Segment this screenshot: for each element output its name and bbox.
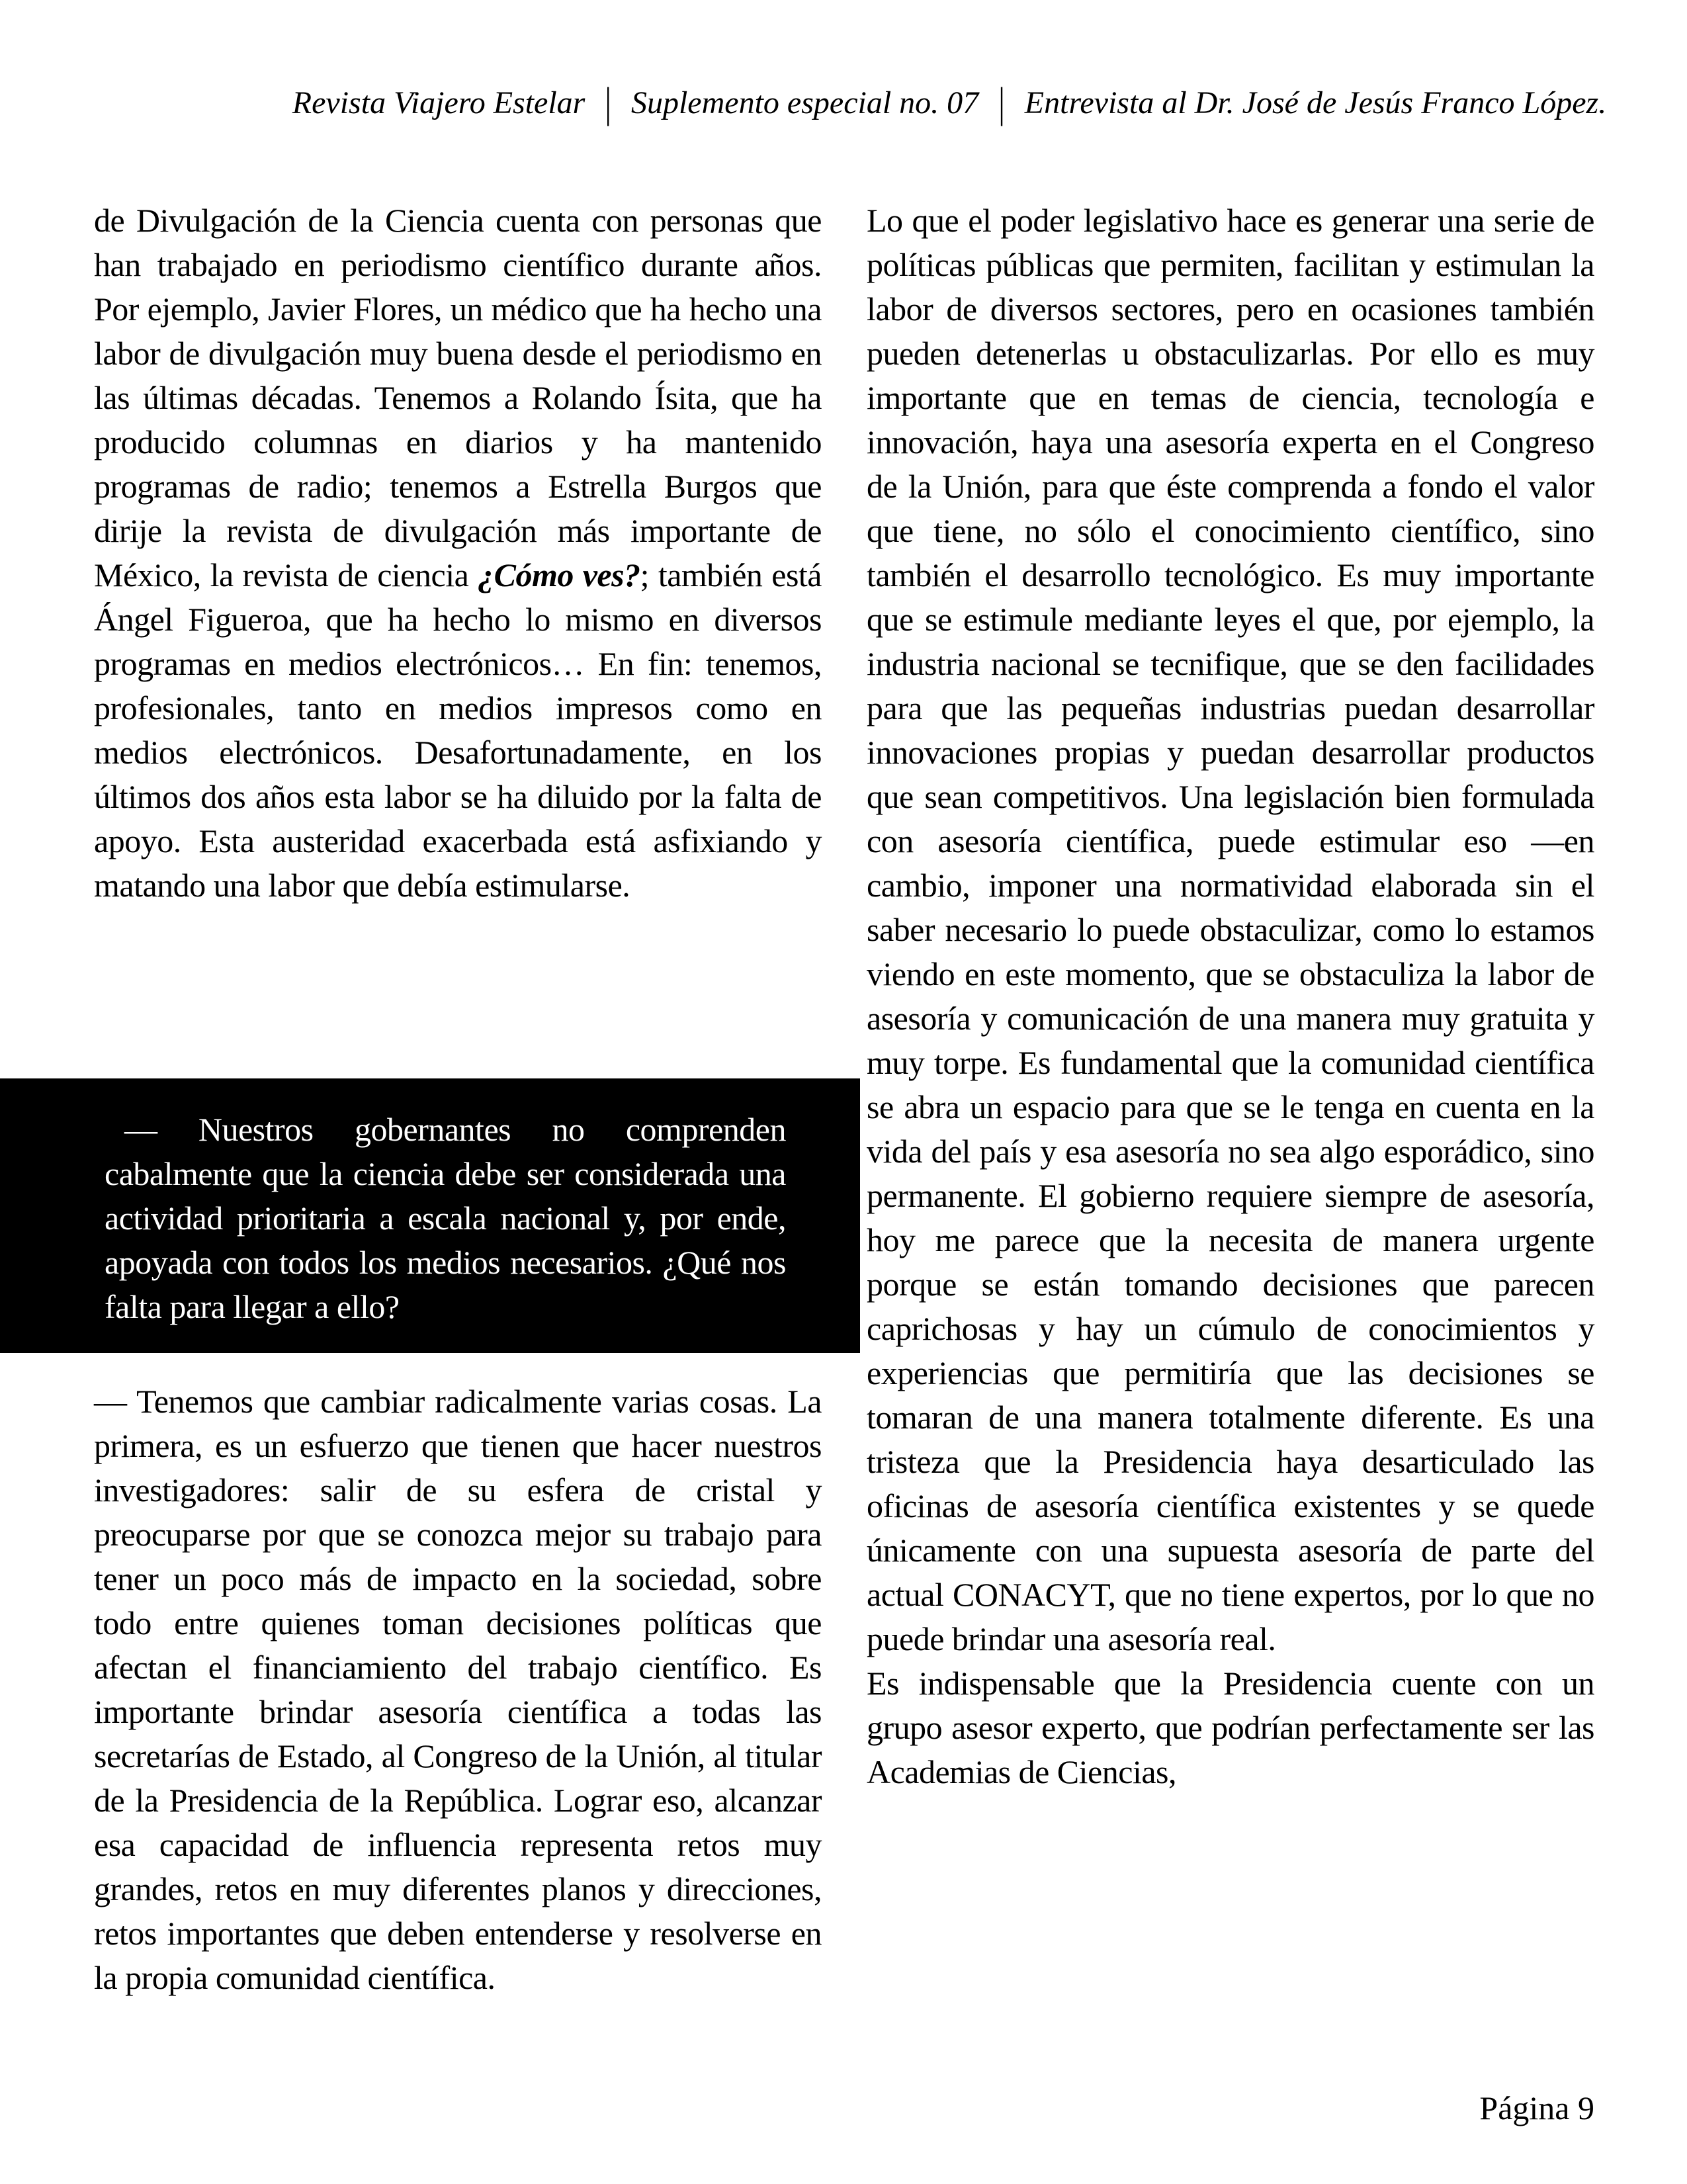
paragraph-text-before: de Divulgación de la Ciencia cuenta con personas que han trabajado en periodismo científico durante años. Por ejemplo, Javier Flores, un médico que ha hecho una labor de divulgación muy buena desde el periodismo en las últimas décadas. Tenemos a Rolando Ísita, que ha producido columnas en diarios y ha mantenido programas de radio; tenemos a Estrella Burgos que dirije la revista de divulgación más importante de México, la revista de ciencia [94, 202, 822, 593]
como-ves-magazine-title: ¿Cómo ves? [478, 556, 640, 593]
interviewer-question-box [0, 1078, 860, 1353]
right-column [867, 198, 1594, 1794]
header-separator: | [998, 79, 1005, 127]
left-column-paragraph [94, 198, 822, 908]
page-footer [1479, 2088, 1594, 2128]
header-separator: | [605, 79, 611, 127]
header-article-title: Entrevista al Dr. José de Jesús Franco López. [1024, 85, 1607, 120]
answer-paragraph-text: — Tenemos que cambiar radicalmente varias cosas. La primera, es un esfuerzo que tienen que hacer nuestros investigadores: salir de su esfera de cristal y preocuparse por que se conozca mejor su trabajo para tener un poco más de impacto en la sociedad, sobre todo entre quienes toman decisiones políticas que afectan el financiamiento del trabajo científico. Es importante brindar asesoría científica a todas las secretarías de Estado, al Congreso de la Unión, al titular de la Presidencia de la República. Lograr eso, alcanzar esa capacidad de influencia representa retos muy grandes, retos en muy diferentes planos y direcciones, retos importantes que deben entenderse y resolverse en la propia comunidad científica. [94, 1383, 822, 1996]
interviewer-question-text: — Nuestros gobernantes no comprenden cabalmente que la ciencia debe ser considerada una actividad prioritaria a escala nacional y, por ende, apoyada con todos los medios necesarios. ¿Qué nos falta para llegar a ello? [105, 1111, 786, 1325]
paragraph-text-after: ; también está Ángel Figueroa, que ha hecho lo mismo en diversos programas en medios electrónicos… En fin: tenemos, profesionales, tanto en medios impresos como en medios electrónicos. Desafortunadamente, en los últimos dos años esta labor se ha diluido por la falta de apoyo. Esta austeridad exacerbada está asfixiando y matando una labor que debía estimularse. [94, 556, 822, 904]
header-supplement-number: Suplemento especial no. 07 [630, 85, 979, 120]
header-magazine-title: Revista Viajero Estelar [292, 85, 585, 120]
page-number-label: Página 9 [1479, 2089, 1594, 2126]
divulgacion-paragraph [94, 198, 822, 908]
page-header [106, 79, 1687, 127]
left-column-answer [94, 1379, 822, 2000]
right-column-paragraph-1: Lo que el poder legislativo hace es generar una serie de políticas públicas que permiten, facilitan y estimulan la labor de diversos sectores, pero en ocasiones también pueden detenerlas u obstaculizarlas. Por ello es muy importante que en temas de ciencia, tecnología e innovación, haya una asesoría experta en el Congreso de la Unión, para que éste comprenda a fondo el valor que tiene, no sólo el conocimiento científico, sino también el desarrollo tecnológico. Es muy importante que se estimule mediante leyes el que, por ejemplo, la industria nacional se tecnifique, que se den facilidades para que las pequeñas industrias puedan desarrollar innovaciones propias y puedan desarrollar productos que sean competitivos. Una legislación bien formulada con asesoría científica, puede estimular eso —en cambio, imponer una normatividad elaborada sin el saber necesario lo puede obstaculizar, como lo estamos viendo en este momento, que se obstaculiza la labor de asesoría y comunicación de una manera muy gratuita y muy torpe. Es fundamental que la comunidad científica se abra un espacio para que se le tenga en cuenta en la vida del país y esa asesoría no sea algo esporádico, sino permanente. El gobierno requiere siempre de asesoría, hoy me parece que la necesita de manera urgente porque se están tomando decisiones que parecen caprichosas y hay un cúmulo de conocimientos y experiencias que permitiría que las decisiones se tomaran de una manera totalmente diferente. Es una tristeza que la Presidencia haya desarticulado las oficinas de asesoría científica existentes y se quede únicamente con una supuesta asesoría de parte del actual CONACYT, que no tiene expertos, por lo que no puede brindar una asesoría real. [867, 202, 1594, 1657]
right-column-paragraph-2: Es indispensable que la Presidencia cuente con un grupo asesor experto, que podrían perfectamente ser las Academias de Ciencias, [867, 1665, 1594, 1790]
